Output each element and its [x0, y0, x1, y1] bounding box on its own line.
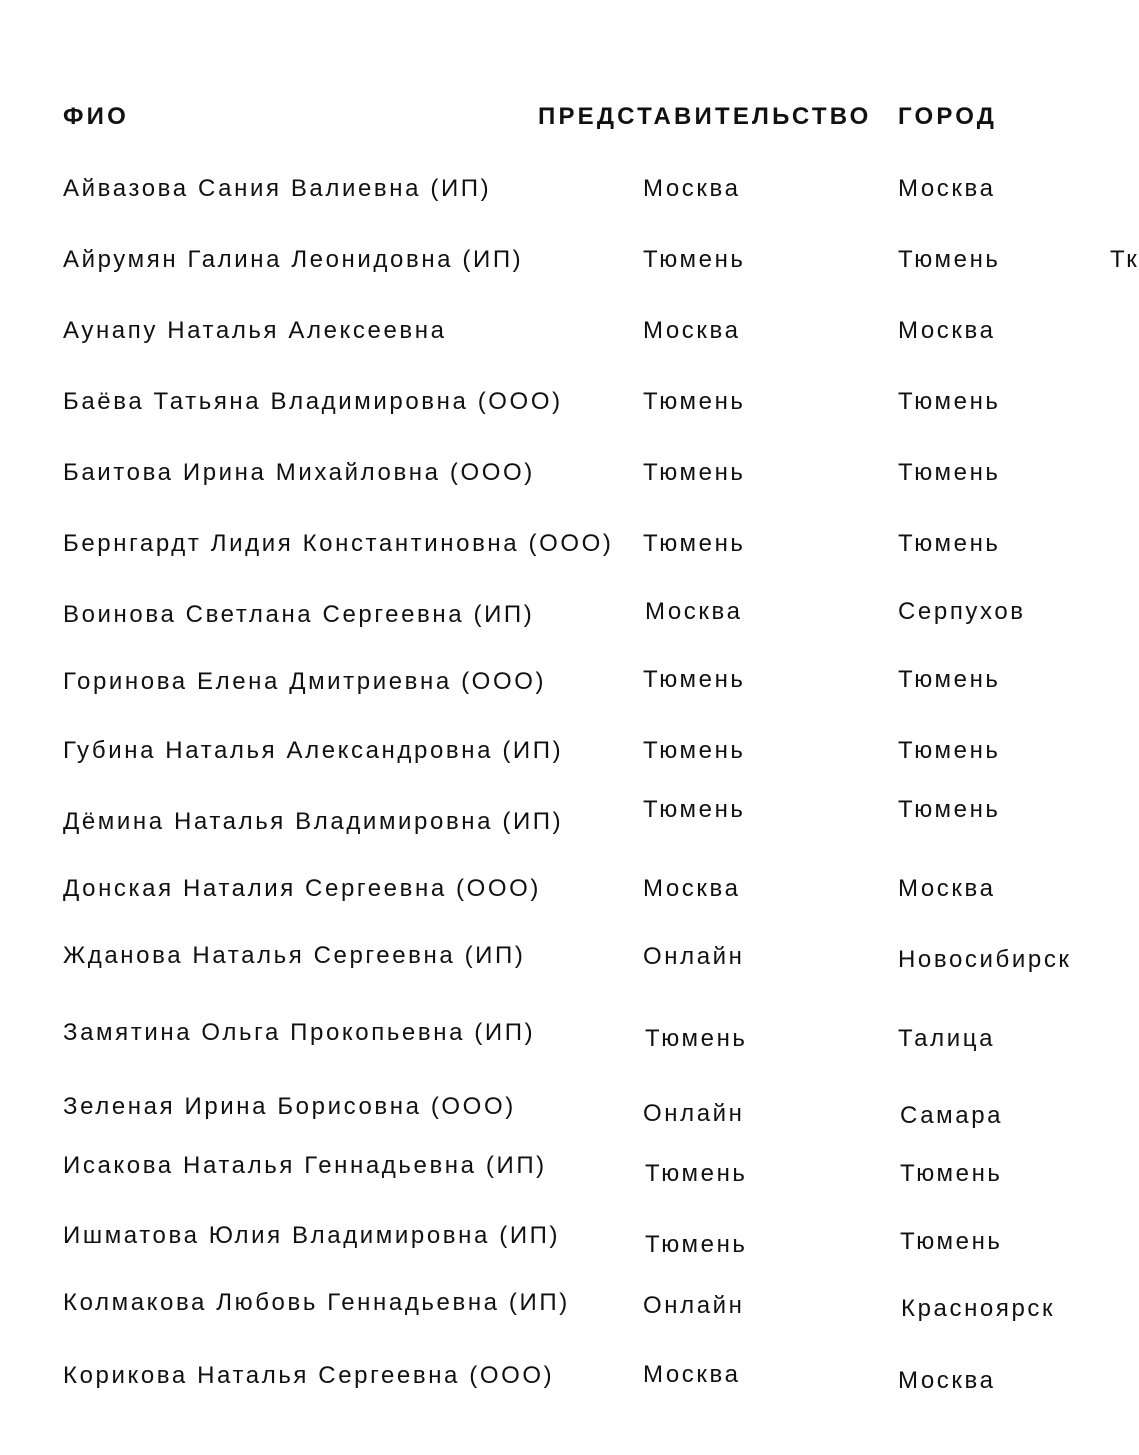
row-representation: Москва: [643, 175, 741, 202]
row-name: Воинова Светлана Сергеевна (ИП): [63, 601, 535, 628]
row-city: Тюмень: [900, 1160, 1003, 1187]
row-city: Москва: [898, 317, 996, 344]
row-city: Тюмень: [898, 246, 1001, 273]
row-city: Тюмень: [898, 796, 1001, 823]
header-representation: ПРЕДСТАВИТЕЛЬСТВО: [538, 103, 872, 130]
row-representation: Тюмень: [643, 796, 746, 823]
header-fio: ФИО: [63, 103, 130, 130]
row-city: Москва: [898, 875, 996, 902]
row-city: Серпухов: [898, 598, 1026, 625]
row-city: Тюмень: [898, 388, 1001, 415]
row-representation: Тюмень: [643, 246, 746, 273]
row-city: Тюмень: [898, 666, 1001, 693]
row-city: Тюмень: [898, 459, 1001, 486]
row-name: Колмакова Любовь Геннадьевна (ИП): [63, 1289, 570, 1316]
row-city: Москва: [898, 1367, 996, 1394]
row-city: Талица: [898, 1025, 996, 1052]
row-representation: Москва: [643, 1361, 741, 1388]
row-representation: Москва: [643, 317, 741, 344]
row-representation: Тюмень: [645, 1231, 748, 1258]
row-name: Губина Наталья Александровна (ИП): [63, 737, 564, 764]
row-representation: Тюмень: [643, 666, 746, 693]
row-representation: Тюмень: [643, 737, 746, 764]
row-city: Новосибирск: [898, 946, 1072, 973]
row-name: Бернгардт Лидия Константиновна (ООО): [63, 530, 614, 557]
row-representation: Тюмень: [643, 388, 746, 415]
row-name: Баёва Татьяна Владимировна (ООО): [63, 388, 563, 415]
row-name: Аунапу Наталья Алексеевна: [63, 317, 447, 344]
row-city: Москва: [898, 175, 996, 202]
row-city: Тюмень: [898, 530, 1001, 557]
row-city: Тюмень: [900, 1228, 1003, 1255]
row-name: Корикова Наталья Сергеевна (ООО): [63, 1362, 555, 1389]
row-representation: Москва: [645, 598, 743, 625]
row-name: Айвазова Сания Валиевна (ИП): [63, 175, 492, 202]
row-name: Баитова Ирина Михайловна (ООО): [63, 459, 535, 486]
row-representation: Москва: [643, 875, 741, 902]
overflow-cell: Тк: [1110, 246, 1139, 273]
row-name: Айрумян Галина Леонидовна (ИП): [63, 246, 524, 273]
row-name: Жданова Наталья Сергеевна (ИП): [63, 942, 526, 969]
row-name: Дёмина Наталья Владимировна (ИП): [63, 808, 564, 835]
row-name: Горинова Елена Дмитриевна (ООО): [63, 668, 547, 695]
row-representation: Тюмень: [645, 1160, 748, 1187]
row-name: Замятина Ольга Прокопьевна (ИП): [63, 1019, 536, 1046]
header-city: ГОРОД: [898, 103, 998, 130]
row-representation: Тюмень: [643, 459, 746, 486]
row-representation: Онлайн: [643, 943, 745, 970]
row-representation: Тюмень: [643, 530, 746, 557]
row-city: Самара: [900, 1102, 1004, 1129]
row-name: Донская Наталия Сергеевна (ООО): [63, 875, 542, 902]
row-name: Исакова Наталья Геннадьевна (ИП): [63, 1152, 547, 1179]
row-city: Красноярск: [901, 1295, 1056, 1322]
row-representation: Онлайн: [643, 1100, 745, 1127]
row-representation: Тюмень: [645, 1025, 748, 1052]
row-representation: Онлайн: [643, 1292, 745, 1319]
row-city: Тюмень: [898, 737, 1001, 764]
row-name: Зеленая Ирина Борисовна (ООО): [63, 1093, 516, 1120]
row-name: Ишматова Юлия Владимировна (ИП): [63, 1222, 561, 1249]
